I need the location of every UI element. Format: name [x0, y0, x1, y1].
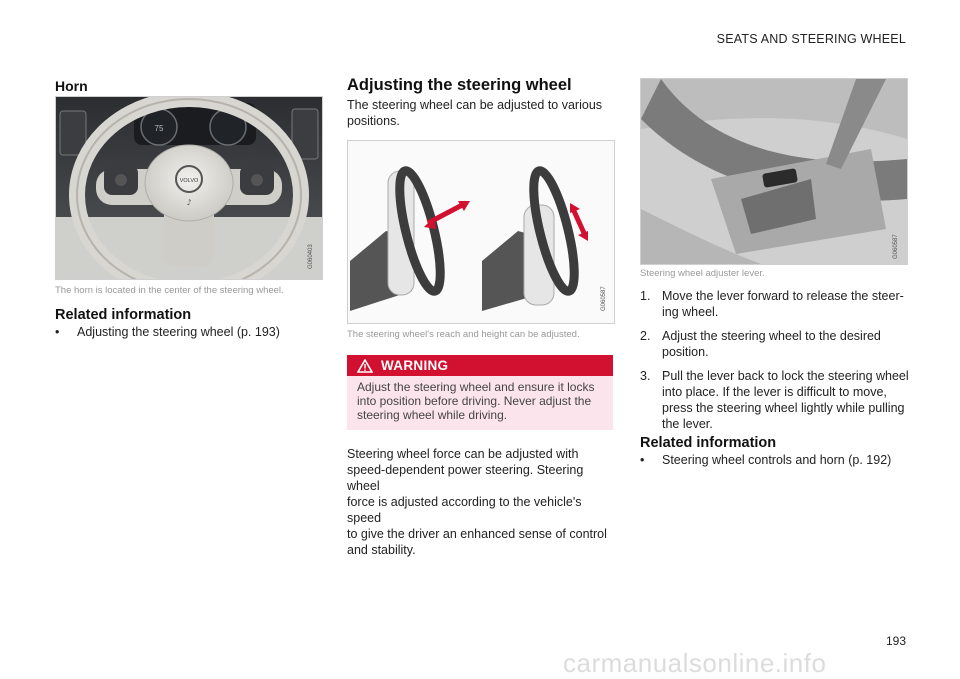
- step-line: ing wheel.: [662, 305, 719, 319]
- warning-box: [347, 355, 613, 430]
- step-line: press the steering wheel lightly while pulling: [662, 401, 905, 415]
- related-info-heading: Related information: [640, 435, 777, 451]
- warning-title: WARNING: [381, 358, 449, 373]
- step-item: [640, 288, 910, 320]
- power-steering-paragraph: [347, 446, 617, 558]
- related-info-item[interactable]: [640, 452, 910, 468]
- body-line: force is adjusted according to the vehicle's speed: [347, 495, 582, 525]
- warning-line: Adjust the steering wheel and ensure it locks: [357, 380, 595, 394]
- adjuster-caption: Steering wheel adjuster lever.: [640, 268, 765, 279]
- step-number: 3.: [640, 369, 651, 383]
- related-info-list: [640, 452, 910, 468]
- intro-paragraph: [347, 97, 613, 129]
- body-line: Steering wheel force can be adjusted with: [347, 447, 579, 461]
- bullet: •: [55, 325, 60, 339]
- step-line: into place. If the lever is difficult to move,: [662, 385, 887, 399]
- step-text: [662, 328, 881, 360]
- step-line: Adjust the steering wheel to the desired: [662, 329, 881, 343]
- related-info-item[interactable]: [55, 324, 325, 340]
- reach-height-figure: [347, 140, 615, 324]
- intro-line: positions.: [347, 114, 400, 128]
- warning-line: steering wheel while driving.: [357, 408, 508, 422]
- step-line: position.: [662, 345, 709, 359]
- step-line: the lever.: [662, 417, 713, 431]
- warning-triangle-icon: [357, 359, 373, 373]
- step-text: [662, 368, 909, 432]
- figure-code: G060403: [308, 244, 314, 269]
- figure-code: G060587: [893, 234, 899, 259]
- page-number: 193: [885, 634, 906, 648]
- running-header: SEATS AND STEERING WHEEL: [716, 32, 906, 46]
- watermark: carmanualsonline.info: [563, 648, 827, 678]
- body-line: to give the driver an enhanced sense of control: [347, 527, 607, 541]
- adjuster-lever-figure: [640, 78, 908, 265]
- step-item: [640, 328, 910, 360]
- bullet: •: [640, 453, 645, 467]
- body-line: and stability.: [347, 543, 416, 557]
- intro-line: The steering wheel can be adjusted to various: [347, 98, 603, 112]
- step-line: Move the lever forward to release the steer-: [662, 289, 904, 303]
- step-item: [640, 368, 910, 432]
- warning-text: [347, 376, 613, 422]
- step-text: [662, 288, 904, 320]
- adjuster-lever-illustration: [641, 79, 907, 264]
- speedometer-reading: 75: [154, 124, 164, 133]
- reach-caption: The steering wheel's reach and height can be adjusted.: [347, 329, 580, 340]
- steering-wheel-illustration: [56, 97, 322, 279]
- wheel-adjustment-illustration: [348, 141, 614, 323]
- warning-line: into position before driving. Never adjust the: [357, 394, 592, 408]
- brand-emblem: VOLVO: [179, 178, 199, 184]
- section-heading: Adjusting the steering wheel: [347, 76, 572, 94]
- step-number: 1.: [640, 289, 651, 303]
- related-link[interactable]: Adjusting the steering wheel (p. 193): [77, 325, 280, 339]
- step-line: Pull the lever back to lock the steering wheel: [662, 369, 909, 383]
- related-info-heading: Related information: [55, 307, 192, 323]
- svg-text:♪: ♪: [186, 198, 192, 207]
- figure-code: G060587: [601, 286, 607, 311]
- body-line: speed-dependent power steering. Steering wheel: [347, 463, 584, 493]
- horn-figure: [55, 96, 323, 280]
- warning-title-bar: [347, 355, 613, 376]
- horn-heading: Horn: [55, 78, 88, 94]
- horn-caption: The horn is located in the center of the steering wheel.: [55, 285, 284, 296]
- adjustment-steps: [640, 288, 910, 440]
- related-info-list: [55, 324, 325, 340]
- step-number: 2.: [640, 329, 651, 343]
- related-link[interactable]: Steering wheel controls and horn (p. 192): [662, 453, 892, 467]
